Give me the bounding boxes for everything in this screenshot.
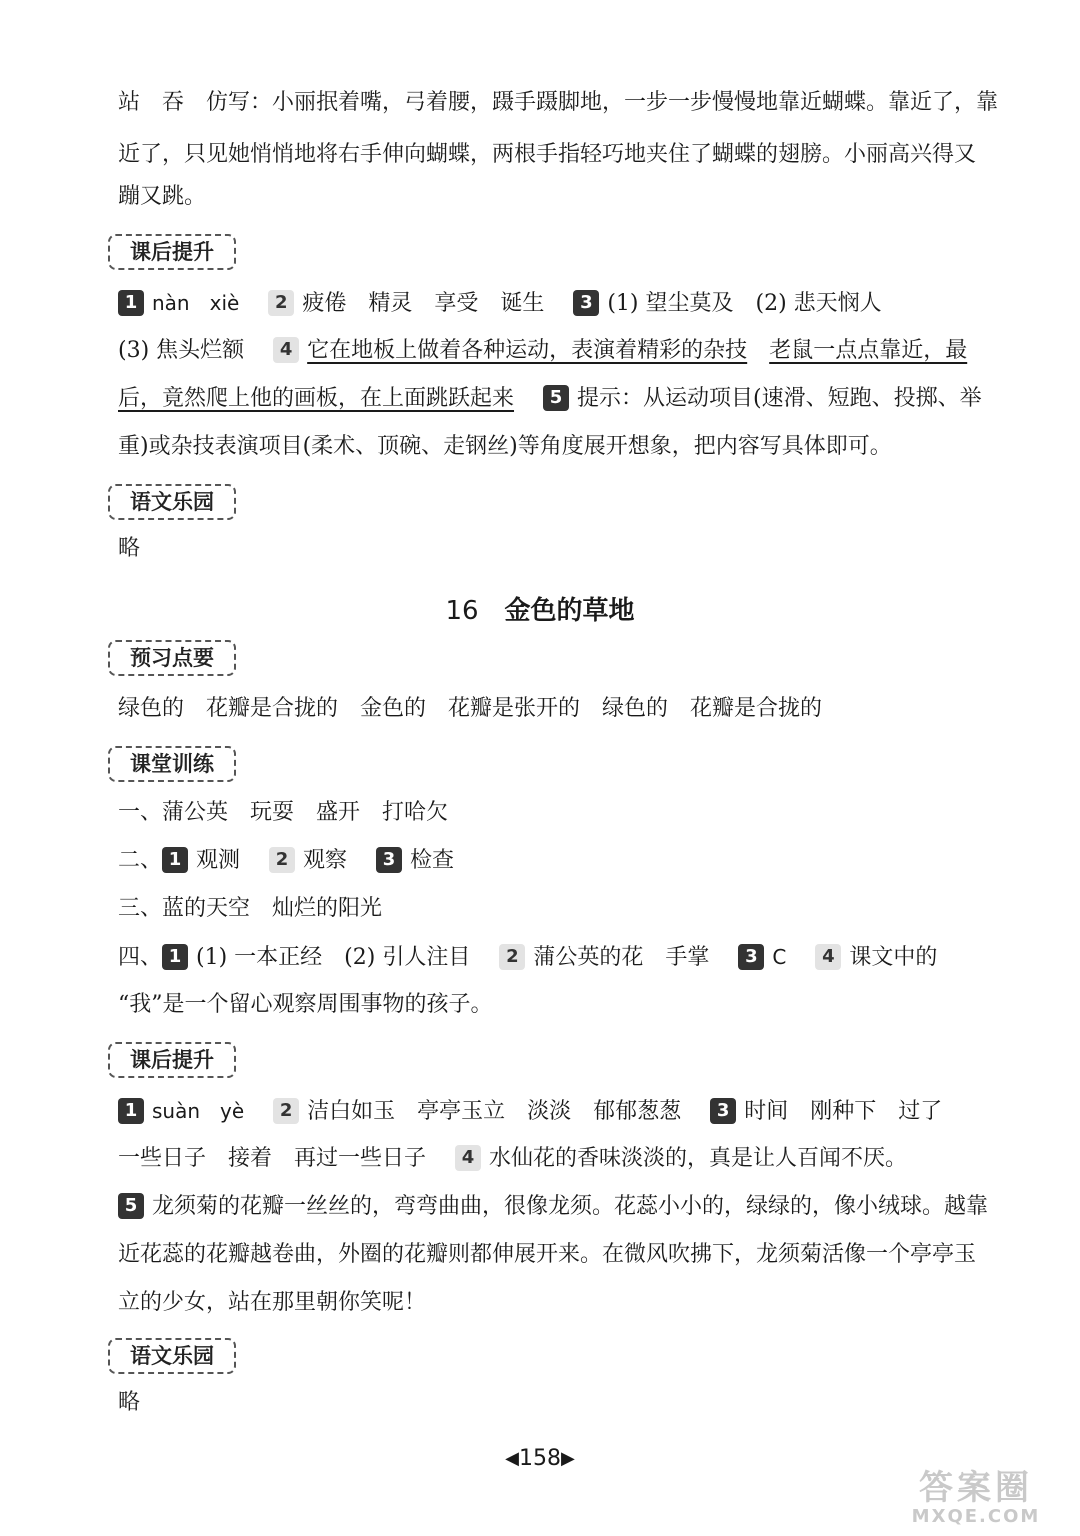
question-number: 1 — [118, 290, 144, 316]
watermark-logo — [886, 1470, 1066, 1530]
answer-text: 提示：从运动项目(速滑、短跑、投掷、举 — [577, 386, 982, 411]
answer-text: 洁白如玉 亭亭玉立 淡淡 郁郁葱葱 — [307, 1099, 682, 1124]
answer-line — [118, 384, 982, 414]
answer-text: 蒲公英的花 手掌 — [533, 945, 710, 970]
left-triangle-icon: ◀ — [505, 1448, 519, 1469]
text-line: 站 吞 仿写：小丽抿着嘴，弓着腰，蹑手蹑脚地，一步一步慢慢地靠近蝴蝶。靠近了，靠 — [118, 90, 999, 115]
text-line: 近了，只见她悄悄地将右手伸向蝴蝶，两根手指轻巧地夹住了蝴蝶的翅膀。小丽高兴得又 — [118, 142, 977, 167]
answer-line: 近花蕊的花瓣越卷曲，外圈的花瓣则都伸展开来。在微风吹拂下，龙须菊活像一个亭亭玉 — [118, 1242, 977, 1267]
answer-line: 重)或杂技表演项目(柔术、顶碗、走钢丝)等角度展开想象，把内容写具体即可。 — [118, 434, 892, 459]
watermark-text: 答案圈 — [919, 1468, 1033, 1508]
section-label-ketang: 课堂训练 — [108, 746, 236, 782]
underlined-answer: 后，竟然爬上他的画板，在上面跳跃起来 — [118, 386, 515, 411]
answer-text: 检查 — [410, 848, 455, 873]
question-number: 3 — [573, 290, 599, 316]
lesson-number: 16 — [445, 596, 479, 626]
question-number: 3 — [738, 944, 764, 970]
pinyin-answer: nàn xiè — [152, 291, 240, 315]
underlined-answer: 老鼠一点点靠近，最 — [769, 338, 968, 363]
answer-text: 一些日子 接着 再过一些日子 — [118, 1146, 427, 1171]
question-number: 4 — [815, 944, 841, 970]
answer-text: (1) 望尘莫及 (2) 悲天悯人 — [607, 291, 882, 316]
question-number: 2 — [268, 290, 294, 316]
answer-line: “我”是一个留心观察周围事物的孩子。 — [118, 992, 493, 1017]
answer-text: 时间 刚种下 过了 — [744, 1099, 943, 1124]
text-line: 蹦又跳。 — [118, 184, 207, 209]
question-number: 3 — [710, 1098, 736, 1124]
answer-text: (1) 一本正经 (2) 引人注目 — [196, 945, 471, 970]
section-label-yuxi: 预习点要 — [108, 640, 236, 676]
answer-line: 三、蓝的天空 灿烂的阳光 — [118, 896, 383, 921]
question-number: 3 — [376, 847, 402, 873]
question-number: 1 — [162, 847, 188, 873]
answer-line — [118, 942, 978, 973]
answer-text: 略 — [118, 536, 141, 561]
answer-line — [118, 288, 978, 319]
answer-text: 课文中的 — [849, 945, 938, 970]
underlined-answer: 它在地板上做着各种运动，表演着精彩的杂技 — [307, 338, 748, 363]
page-footer — [0, 1446, 1080, 1471]
question-number: 5 — [118, 1193, 144, 1219]
answer-line — [118, 1096, 978, 1127]
answer-line — [118, 1144, 978, 1174]
right-triangle-icon: ▶ — [561, 1448, 575, 1469]
part-prefix: 二、 — [118, 848, 163, 873]
answer-line — [118, 336, 978, 366]
answer-text: 观测 — [196, 848, 241, 873]
watermark-url: MXQE.COM — [911, 1506, 1041, 1527]
pinyin-answer: suàn yè — [152, 1099, 245, 1123]
answer-text: 水仙花的香味淡淡的，真是让人百闻不厌。 — [489, 1146, 908, 1171]
lesson-title — [0, 590, 1080, 627]
question-number: 5 — [543, 385, 569, 411]
part-prefix: 四、 — [118, 945, 163, 970]
answer-line — [118, 1192, 989, 1222]
answer-line — [118, 846, 978, 876]
answer-text: C — [772, 945, 787, 969]
answer-text: 疲倦 精灵 享受 诞生 — [302, 291, 545, 316]
question-number: 1 — [162, 944, 188, 970]
section-label-kehou: 课后提升 — [108, 1042, 236, 1078]
answer-line: 一、蒲公英 玩耍 盛开 打哈欠 — [118, 800, 449, 825]
question-number: 2 — [273, 1098, 299, 1124]
question-number: 2 — [269, 847, 295, 873]
answer-text: 龙须菊的花瓣一丝丝的，弯弯曲曲，很像龙须。花蕊小小的，绿绿的，像小绒球。越靠 — [152, 1194, 989, 1219]
answer-line: 立的少女，站在那里朝你笑呢！ — [118, 1290, 427, 1315]
question-number: 4 — [273, 337, 299, 363]
section-label-kehou: 课后提升 — [108, 234, 236, 270]
lesson-name: 金色的草地 — [504, 596, 635, 626]
answer-text: 观察 — [303, 848, 348, 873]
section-label-yuwen: 语文乐园 — [108, 1338, 236, 1374]
question-number: 4 — [455, 1145, 481, 1171]
answer-text: 略 — [118, 1390, 141, 1415]
section-label-yuwen: 语文乐园 — [108, 484, 236, 520]
page-number: 158 — [519, 1446, 561, 1471]
question-number: 1 — [118, 1098, 144, 1124]
question-number: 2 — [499, 944, 525, 970]
answer-line: 绿色的 花瓣是合拢的 金色的 花瓣是张开的 绿色的 花瓣是合拢的 — [118, 696, 823, 721]
answer-text: (3) 焦头烂额 — [118, 338, 245, 363]
